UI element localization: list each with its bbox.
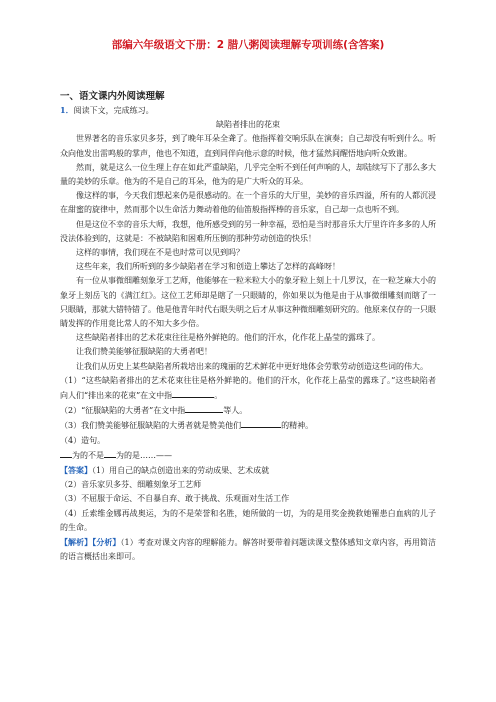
answer-item: （1）用自己的缺点创造出来的劳动成果、艺术成就 — [92, 466, 270, 476]
answer-item: （3）不屈服于命运、不自暴自弃、敢于挑战、乐观面对生活工作 — [60, 494, 290, 504]
answer-blank[interactable] — [172, 388, 214, 398]
passage-paragraph: 然而，就是这么一位生理上存在如此严重缺陷，几乎完全听不到任何声响的人，却陆续写下了那么多大量的美妙的乐章。他为的不是自己的耳朵，他为的是广大听众的耳朵。 — [60, 162, 436, 187]
answer-blank[interactable] — [60, 448, 72, 458]
section-heading: 一、语文课内外阅读理解 — [60, 91, 165, 102]
sub-question-suffix: 等人。 — [223, 406, 248, 416]
passage-paragraph: 让我们从历史上某些缺陷者所栽培出来的瑰丽的艺术鲜花中更好地体会劳歌劳动创造这些词的伟大。 — [76, 361, 428, 371]
answer-item: （4）丘索维金娜再战奥运，为的不是荣誉和名胜，她所做的一切，为的是用奖金挽救她罹患白血病的儿子的生命。 — [60, 508, 436, 532]
passage-paragraph: 世界著名的音乐家贝多芬，到了晚年耳朵全聋了。他指挥着交响乐队在演奏；自己却没有听到什么。听众向他发出雷鸣般的掌声，他也不知道，直到同伴向他示意的时候，他才猛然间醒悟地向听众致谢。 — [60, 134, 436, 158]
answer-blank[interactable] — [104, 448, 116, 458]
sub-question-2 — [60, 403, 436, 418]
fill-text: 为的不是 — [72, 450, 104, 460]
sub-question-1 — [60, 374, 436, 403]
sub-question-4 — [60, 434, 436, 448]
sub-question-suffix: 的精神。 — [281, 421, 314, 431]
fill-dash: —— — [156, 450, 172, 460]
answer-line-1 — [60, 463, 436, 478]
passage-paragraph: 这些年来，我们所听到的多少缺陷者在学习和创造上攀达了怎样的高峰呀！ — [76, 262, 340, 272]
question-instruction: 阅读下文，完成练习。 — [73, 106, 154, 115]
document-title: 部编六年级语文下册：2 腊八粥阅读理解专项训练(含答案) — [111, 39, 385, 51]
passage-paragraph: 这样的事情，我们现在不是也时常可以见到吗？ — [76, 248, 244, 258]
passage-title: 缺陷者排出的花束 — [216, 120, 280, 130]
analysis-text: （1）考查对课文内容的理解能力。解答时要带着问题读课文整体感知文章内容，再用简洁的语言概括出来即可。 — [60, 538, 436, 562]
passage-paragraph: 像这样的事，今天我们想起来仍是很感动的。在一个音乐的大厅里，美妙的音乐四溢，所有的人都沉浸在甜蜜的旋律中，然而那个以生命活力舞动着他的仙笛般指挥棒的音乐家，自己却一点也听不到。 — [60, 191, 436, 215]
passage-paragraph: 让我们赞美能够征服缺陷的大勇者吧！ — [76, 347, 212, 357]
question-number: 1． — [60, 105, 74, 115]
answer-tag: 【答案】 — [60, 465, 92, 476]
sub-question-suffix: 。 — [214, 391, 223, 401]
sub-question-text: （2）“征服缺陷的大勇者”在文中指 — [60, 406, 186, 416]
passage-paragraph: 但是这位不幸的音乐大师，我想，他所感受到的另一种幸福，恐怕是当时那音乐大厅里许许多多的人所没法体验到的，这就是：不被缺陷和困难所压倒的那种劳动创造的快乐！ — [60, 219, 436, 243]
answer-blank[interactable] — [185, 403, 223, 413]
passage-paragraph: 有一位从事微细雕刻象牙工艺师，他能够在一粒米粒大小的象牙粒上刻上十几罗汉，在一粒芝麻大小的象牙上刻岳飞的《满江红》。这位工艺师却是瞎了一只眼睛的，你如果以为他是由于从事微细雕刻而瞎了一只眼睛，那就大错特错了。他是他青年时代右眼失明之后才从事这种微细雕刻研究的。他原来仅存的一只眼睛发挥的作用竟比常人的不知大多少倍。 — [60, 276, 436, 329]
analysis-tag: 【解析】 — [60, 537, 93, 548]
sub-question-text: （3）我们赞美能够征服缺陷的大勇者就是赞美他们 — [60, 421, 242, 431]
analysis-subtag: 【分析】 — [92, 537, 121, 548]
passage-paragraph: 这些缺陷者排出的艺术花束往往是格外鲜艳的。他们的汗水，化作花上晶莹的露珠了。 — [76, 333, 380, 343]
answer-blank[interactable] — [241, 418, 281, 428]
sub-question-3 — [60, 418, 436, 433]
sub-question-text: （1）“这些缺陷者排出的艺术花束往往是格外鲜艳的。他们的汗水，化作花上晶莹的露珠了。”这些缺陷者向人们“排出来的花束”在文中指 — [60, 375, 436, 401]
fill-text: 为的是…… — [116, 450, 156, 460]
question-header — [60, 103, 436, 118]
fill-in-line — [60, 448, 436, 463]
answer-item: （2）音乐家贝多芬、细雕刻象牙工艺师 — [60, 480, 202, 490]
analysis-block — [60, 535, 436, 564]
sub-question-text: （4）造句。 — [60, 435, 106, 445]
